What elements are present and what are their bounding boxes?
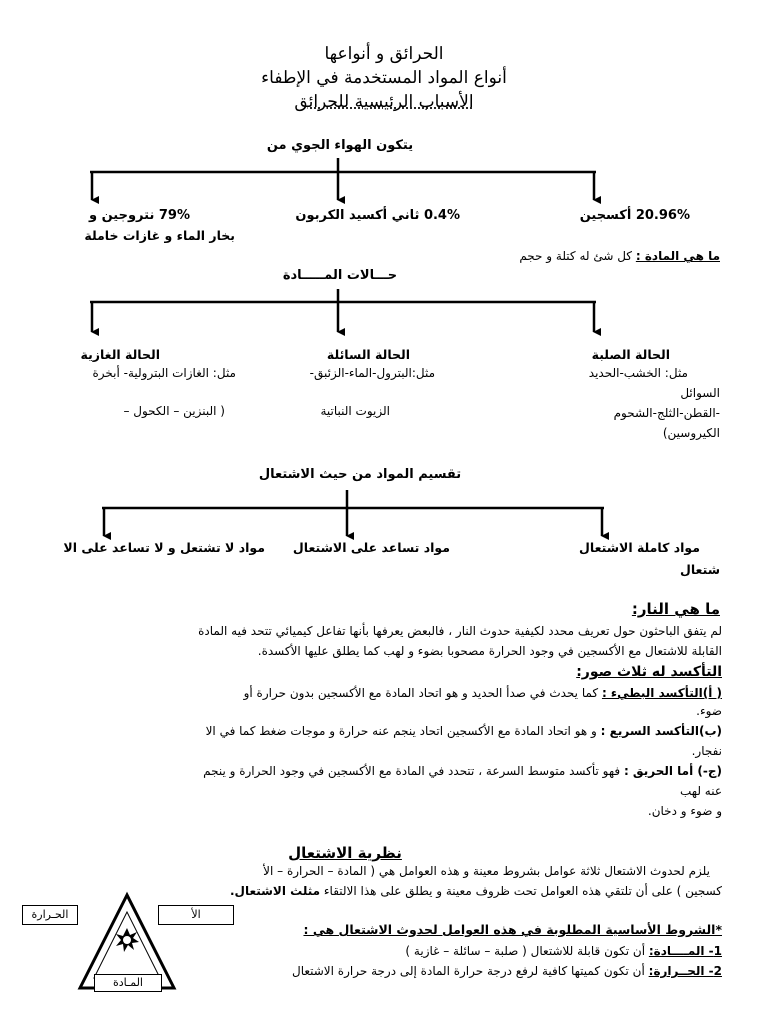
- conditions-title: *الشروط الأساسية المطلوبة في هذه العوامل لحدوث الاشتعال هي :: [303, 922, 722, 937]
- gas-title: الحالة الغازية: [80, 347, 160, 362]
- title-line-3: الأسباب الرئيسية للحرائق: [294, 92, 474, 112]
- combustion-help: مواد تساعد على الاشتعال: [292, 540, 450, 555]
- oxidation-b-wrap: نفجار.: [691, 744, 722, 758]
- fire-paragraph-1: لم يتفق الباحثون حول تعريف محدد لكيفية حدوث النار ، فالبعض يعرفها بأنها تفاعل كيميائي تتحد فيه المادة: [198, 624, 722, 638]
- oxidation-a-wrap: ضوء.: [696, 704, 722, 718]
- oxidation-title: التأكسد له ثلاث صور:: [576, 664, 722, 680]
- solid-ex-3: -القطن-الثلج-الشحوم: [613, 406, 720, 420]
- theory-paragraph-2: [10, 884, 722, 898]
- matter-question-label: ما هي المادة :: [635, 249, 720, 263]
- combustion-title: تقسيم المواد من حيث الاشتعال: [258, 467, 462, 482]
- air-title: يتكون الهواء الجوي من: [266, 138, 414, 153]
- theory-paragraph-2a: كسجين ) على أن تلتقي هذه العوامل تحت ظروف معينة و يطلق على هذا الالتقاء: [323, 884, 722, 898]
- oxidation-c-wrap-1: عنه لهب: [680, 784, 722, 798]
- solid-title: الحالة الصلبة: [591, 347, 670, 362]
- gas-ex-1: مثل: الغازات البترولية- أبخرة: [92, 366, 236, 380]
- condition-1: [180, 944, 722, 958]
- triangle-heat-label: الحـرارة: [22, 905, 78, 925]
- oxidation-c: [60, 764, 722, 778]
- condition-2-text: أن تكون كميتها كافية لرفع درجة حرارة المادة إلى درجة حرارة الاشتعال: [291, 964, 645, 978]
- solid-ex-4: الكيروسين): [662, 426, 720, 440]
- fire-paragraph-2: القابلة للاشتعال مع الأكسجين في وجود الحرارة مصحوبا بضوء و لهب كما يطلق عليها الأكسدة.: [257, 644, 722, 658]
- title-line-2: أنواع المواد المستخدمة في الإطفاء: [261, 68, 507, 88]
- oxidation-a-text: كما يحدث في صدأ الحديد و هو اتحاد المادة مع الأكسجين بدون حرارة أو: [243, 686, 599, 700]
- condition-1-text: أن تكون قابلة للاشتعال ( صلبة – سائلة – غازية ): [405, 944, 646, 958]
- oxidation-b-text: و هو اتحاد المادة مع الأكسجين اتحاد ينجم عنه حرارة و موجات ضغط كما في الا: [205, 724, 597, 738]
- oxidation-a-label: ( أ)التأكسد البطيء :: [601, 686, 722, 700]
- condition-2-label: 2- الحــرارة:: [648, 964, 722, 978]
- solid-ex-1: مثل: الخشب-الحديد: [588, 366, 688, 380]
- oxidation-c-text: فهو تأكسد متوسط السرعة ، تتحدد في المادة مع الأكسجين في وجود الحرارة و ينجم: [203, 764, 621, 778]
- oxidation-c-wrap-2: و ضوء و دخان.: [647, 804, 722, 818]
- combustion-none: مواد لا تشتعل و لا تساعد على الا: [63, 540, 265, 555]
- oxidation-a: [30, 686, 722, 700]
- liquid-ex-2: الزيوت النباتية: [320, 404, 390, 418]
- combustion-full: مواد كاملة الاشتعال: [579, 540, 700, 555]
- air-oxygen: 20.96% أكسجين: [579, 208, 690, 223]
- title-line-1: الحرائق و أنواعها: [324, 44, 444, 64]
- air-co2: 0.4% ثاني أكسيد الكربون: [295, 208, 460, 223]
- theory-title: نظرية الاشتعال: [288, 844, 402, 862]
- condition-1-label: 1- المــــادة:: [648, 944, 722, 958]
- air-nitrogen-1: 79% نتروجين و: [89, 208, 190, 223]
- theory-paragraph-1: يلزم لحدوث الاشتعال ثلاثة عوامل بشروط معينة و هذه العوامل هي ( المادة – الحرارة – الأ: [263, 864, 710, 878]
- theory-paragraph-2b: مثلث الاشتعال.: [229, 884, 321, 898]
- liquid-ex-1: مثل:البترول-الماء-الزئبق-: [309, 366, 435, 380]
- liquid-title: الحالة السائلة: [326, 347, 410, 362]
- matter-question-answer: كل شئ له كتلة و حجم: [519, 249, 633, 263]
- air-nitrogen-2: بخار الماء و غازات خاملة: [84, 228, 235, 243]
- matter-states-title: حـــالات المـــــادة: [282, 268, 398, 283]
- condition-2: [180, 964, 722, 978]
- fire-title: ما هي النار:: [631, 600, 720, 618]
- combustion-full-wrap: شتعال: [680, 562, 720, 577]
- oxidation-b: [45, 724, 722, 738]
- triangle-oxygen-label: الأ: [158, 905, 234, 925]
- oxidation-b-label: (ب)التأكسد السريع :: [600, 724, 722, 738]
- triangle-matter-label: المـادة: [94, 974, 162, 992]
- solid-ex-2: السوائل: [680, 386, 720, 400]
- gas-ex-2: ( البنزين – الكحول –: [123, 404, 225, 418]
- matter-definition: [480, 249, 720, 263]
- oxidation-c-label: (ج-) أما الحريق :: [623, 764, 722, 778]
